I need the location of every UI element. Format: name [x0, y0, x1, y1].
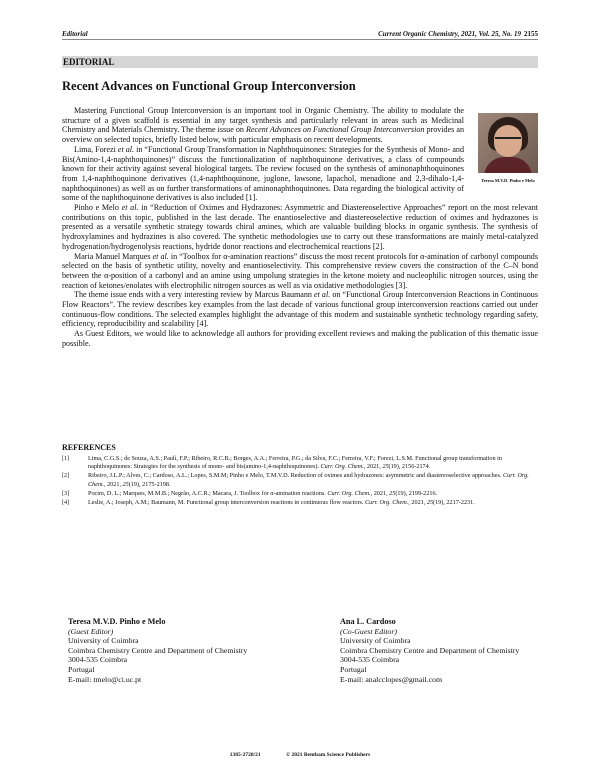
co-guest-editor-signature: [340, 617, 519, 684]
editor-postcode: 3004-535 Coimbra: [68, 655, 128, 665]
editor-role: (Co-Guest Editor): [340, 626, 397, 636]
editor-postcode: 3004-535 Coimbra: [340, 655, 400, 665]
references-heading: REFERENCES: [62, 443, 116, 452]
section-label: EDITORIAL: [63, 57, 115, 67]
reference-item: [1] Lima, C.G.S.; de Souza, A.S.; Paulí, F.P.; Ribeiro, R.C.B.; Borges, A.A.; Ferreira, P.G.; da Silva, F.C.; Ferreira, V.F.; Forezi, L.S.M. Functional group transformation in naphthoquinones: Strategies for the synthesis of mono- and bis(amino-1,4-naphthoquinones). Curr. Org. Chem., 2021, 25(19), 2156-2174.: [62, 455, 502, 471]
editor-country: Portugal: [68, 664, 95, 674]
guest-editor-signature: [68, 617, 247, 684]
reference-item: [2] Ribeiro, J.L.P.; Alves, C.; Cardoso, A.L.; Lopes, S.M.M; Pinho e Melo, T.M.V.D. Reduction of oximes and hydrazones: asymmetric and diastereoselective approaches. Curr. Org. Chem., 2021, 25(19), 2175-2198.: [62, 472, 529, 488]
issn: 1385-2728/21: [229, 752, 261, 758]
reference-item: [4] Leslie, A.; Joseph, A.M.; Baumann, M. Functional group interconversion reactions in continuous flow reactors. Curr. Org. Chem., 2021, 25(19), 2217-2231.: [62, 499, 475, 507]
page-footer: [0, 752, 600, 758]
page-number: 2155: [524, 30, 538, 38]
photo-caption: Teresa M.V.D. Pinho e Melo: [481, 178, 535, 183]
article-body: [62, 106, 538, 349]
references-list: [62, 455, 538, 508]
header-rule: [62, 39, 538, 40]
editor-role: (Guest Editor): [68, 626, 114, 636]
editor-name: Ana L. Cardoso: [340, 617, 396, 626]
editor-affiliation: University of Coimbra: [68, 636, 139, 646]
paragraph: Lima, Forezi et al. in “Functional Group Transformation in Naphthoquinones: Strategies for the Synthesis of Mono- and Bis(Amino-1,4-naphthoquinones)” discuss the functionalization of naphthoquinone derivatives, a class of compounds known for their activity against several biological targets. The review focused on the synthesis of aminonaphthoquinones from 1,4-naphthoquinone derivatives (1,4-naphthoquinone, juglone, lawsone, lapachol, menadione and 2,3-dihalo-1,4-naphthoquinones) as well as on further transformations of aminonaphthoquinones. Data regarding the biological activity of some of the naphthoquinone derivatives is also included [1].: [62, 144, 464, 203]
paragraph: The theme issue ends with a very interesting review by Marcus Baumann et al. on “Functional Group Interconversion Reactions in Continuous Flow Reactors”. The review describes key examples from the last decade of various functional group interconversion reactions carried out under continuous-flow conditions. The selected examples highlight the advantage of this modern and sustainable synthetic technology regarding safety, efficiency, reproducibility and scalability [4].: [62, 290, 538, 329]
editor-email[interactable]: E-mail: tmelo@ci.uc.pt: [68, 674, 142, 684]
copyright: © 2021 Bentham Science Publishers: [286, 752, 371, 758]
paragraph: Mastering Functional Group Interconversion is an important tool in Organic Chemistry. The ability to modulate the structure of a given scaffold is essential in any target synthesis and particularly relevant in areas such as Medicinal Chemistry and Materials Chemistry. The theme issue on Recent Advances on Functional Group Interconversion provides an overview on selected topics, briefly listed below, with particular emphasis on recent developments.: [62, 106, 465, 145]
editor-email[interactable]: E-mail: analcclopes@gmail.com: [340, 674, 443, 684]
reference-item: [3] Pocim, D. L.; Marques, M.M.B.; Negrão, A.C.R.; Macara, J. Toolbox for α-amination reactions. Curr. Org. Chem., 2021, 25(19), 2199-2216.: [62, 489, 438, 497]
editor-name: Teresa M.V.D. Pinho e Melo: [68, 617, 166, 626]
paragraph: Pinho e Melo et al. in “Reduction of Oximes and Hydrazones: Asymmetric and Diastereoselective Approaches” report on the most relevant contributions on this topic, published in the last decade. The enantioselective and diastereoselective reduction of oximes and hydrazones is presented as a versatile synthetic strategy towards chiral amines, which are valuable building blocks in organic synthesis. The synthesis of hydroxylamines and hydrazines is also covered. The synthetic methodologies use to carry out these transformations are mainly metal-catalyzed hydrogenation/hydrogenolysis reactions, hydride donor reactions and electrochemical reactions [2].: [62, 203, 538, 251]
editor-country: Portugal: [340, 664, 367, 674]
paragraph: Maria Manuel Marques et al. in “Toolbox for α-amination reactions” discuss the most recent protocols for α-amination of carbonyl compounds selected on the basis of synthetic utility, novelty and enantioselectivity. This comprehensive review covers the construction of the C–N bond between the α-position of a carbonyl and an amine using umpolung strategies in the ketone moiety and nucleophilic nitrogen sources, using the reaction of ketones/enolates with electrophilic nitrogen sources as well as via oxidative methodologies [3].: [62, 251, 539, 290]
running-header-left: Editorial: [62, 30, 88, 38]
editor-affiliation: University of Coimbra: [340, 636, 411, 646]
journal-citation: Current Organic Chemistry, 2021, Vol. 25, No. 19: [378, 30, 521, 38]
running-header-right: [378, 30, 538, 38]
article-title: Recent Advances on Functional Group Interconversion: [62, 79, 356, 93]
section-bar: [62, 56, 538, 68]
paragraph: As Guest Editors, we would like to acknowledge all authors for providing excellent reviews and making the publication of this thematic issue possible.: [62, 329, 538, 348]
editor-department: Coimbra Chemistry Centre and Department of Chemistry: [340, 645, 520, 655]
editor-department: Coimbra Chemistry Centre and Department of Chemistry: [68, 645, 248, 655]
